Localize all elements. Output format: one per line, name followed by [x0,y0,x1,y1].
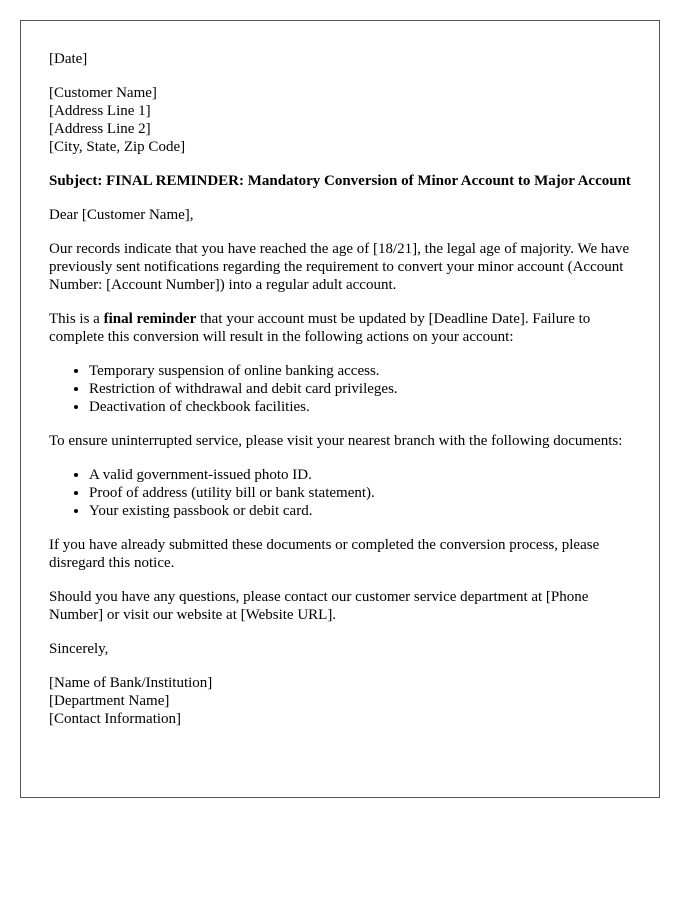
paragraph-disregard-notice: If you have already submitted these documents or completed the conversion process, please disregard this notice. [49,537,600,571]
letter-closing: Sincerely, [49,641,109,657]
consequences-list [49,362,631,416]
list-item: • A valid government-issued photo ID. [89,466,631,484]
final-reminder-suffix: that your account must be updated by [Deadline Date]. Failure to complete this conversion will result in the following actions on your account: [49,311,591,345]
list-item: • Your existing passbook or debit card. [89,502,631,520]
paragraph-final-reminder [49,310,631,346]
final-reminder-prefix: This is a [49,311,104,327]
paragraph-contact-info: Should you have any questions, please contact our customer service department at [Phone Number] or visit our website at [Website URL]. [49,589,589,623]
signature-block [49,674,631,728]
list-item: • Deactivation of checkbook facilities. [89,398,631,416]
signature-department: [Department Name] [49,693,170,709]
recipient-name: [Customer Name] [49,85,157,101]
signature-institution: [Name of Bank/Institution] [49,675,213,691]
list-item: • Proof of address (utility bill or bank statement). [89,484,631,502]
list-item: • Restriction of withdrawal and debit card privileges. [89,380,631,398]
recipient-address-block [49,84,631,156]
paragraph-documents-intro: To ensure uninterrupted service, please visit your nearest branch with the following documents: [49,433,623,449]
recipient-address-line-2: [Address Line 2] [49,121,151,137]
recipient-city-state-zip: [City, State, Zip Code] [49,139,186,155]
final-reminder-emphasis: final reminder [103,311,197,327]
signature-contact: [Contact Information] [49,711,182,727]
letter-salutation: Dear [Customer Name], [49,207,194,223]
recipient-address-line-1: [Address Line 1] [49,103,151,119]
list-item: • Temporary suspension of online banking access. [89,362,631,380]
letter-body [20,20,660,798]
letter-date: [Date] [49,51,88,67]
paragraph-majority-notice: Our records indicate that you have reached the age of [18/21], the legal age of majority. We have previously sent notifications regarding the requirement to convert your minor account (Account Number: [Account Number]) into a regular adult account. [49,241,630,293]
letter-subject: Subject: FINAL REMINDER: Mandatory Conversion of Minor Account to Major Account [49,173,631,189]
required-documents-list [49,466,631,520]
